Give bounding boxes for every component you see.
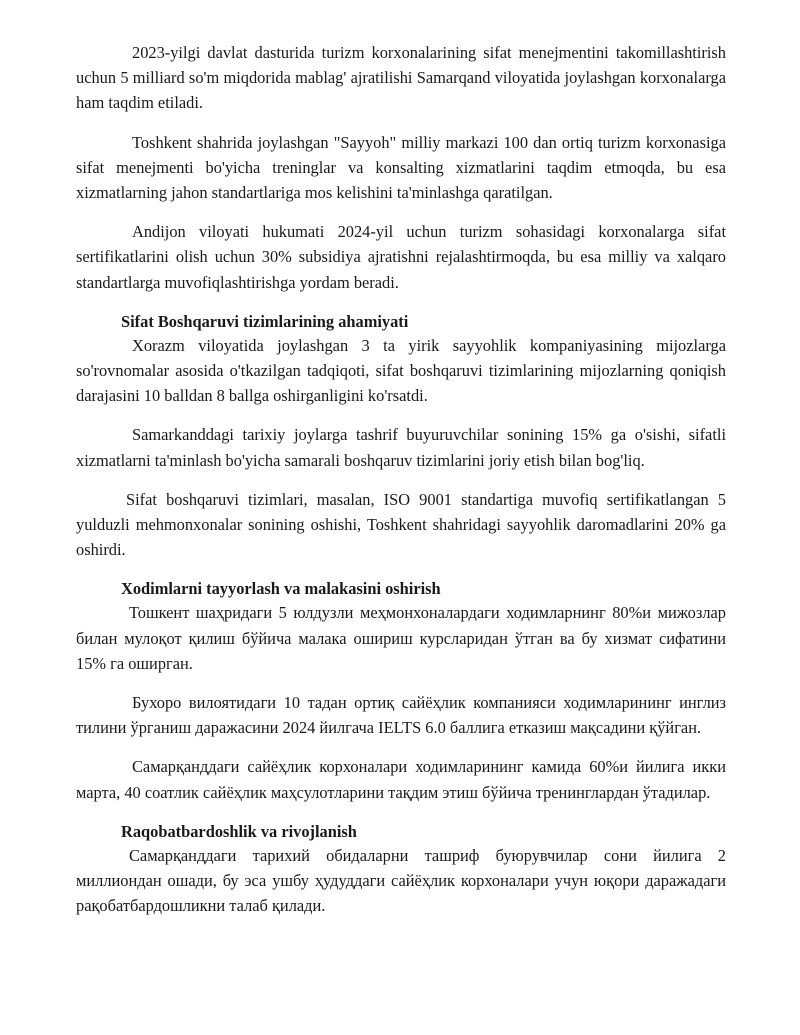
paragraph: Бухоро вилоятидаги 10 тадан ортиқ сайёҳлик компанияси ходимларининг инглиз тилини ўрганиш даражасини 2024 йилгача IELTS 6.0 баллига етказиш мақсадини қўйган. (76, 693, 726, 738)
paragraph: Andijon viloyati hukumati 2024-yil uchun turizm sohasidagi korxonalarga sifat sertifikatlarini olish uchun 30% subsidiya ajratishni rejalashtirmoqda, bu esa milliy va xalqaro standartlarga muvofiqlashtirishga yordam beradi. (76, 222, 726, 292)
paragraph: Самарқанддаги тарихий обидаларни ташриф буюрувчилар сони йилига 2 миллиондан ошади, бу эса ушбу ҳудуддаги сайёҳлик корхоналари учун юқори даражадаги рақобатбардошликни талаб қилади. (76, 845, 726, 916)
section-heading: Xodimlarni tayyorlash va malakasini oshirish (121, 579, 441, 599)
paragraph: Samarkanddagi tarixiy joylarga tashrif buyuruvchilar sonining 15% ga o'sishi, sifatli xizmatlarni ta'minlash bo'yicha samarali boshqaruv tizimlarini joriy etish bilan bog'liq. (76, 425, 726, 470)
paragraph: Тошкент шаҳридаги 5 юлдузли меҳмонхоналардаги ходимларнинг 80%и мижозлар билан мулоқот қилиш бўйича малака ошириш курсларидан ўтган ва бу хизмат сифатини 15% га оширган. (76, 603, 726, 673)
paragraph: Sifat boshqaruvi tizimlari, masalan, ISO 9001 standartiga muvofiq sertifikatlangan 5 yulduzli mehmonxonalar sonining oshishi, Toshkent shahridagi sayyohlik daromadlarini 20% ga oshirdi. (76, 489, 726, 560)
paragraph: Самарқанддаги сайёҳлик корхоналари ходимларининг камида 60%и йилига икки марта, 40 соатлик сайёҳлик маҳсулотларини тақдим этиш бўйича тренинглардан ўтадилар. (76, 757, 726, 802)
paragraph: Toshkent shahrida joylashgan "Sayyoh" milliy markazi 100 dan ortiq turizm korxonasiga sifat menejmenti bo'yicha treninglar va konsalting xizmatlarini taqdim etmoqda, bu esa xizmatlarning jahon standartlariga mos kelishini ta'minlashga qaratilgan. (76, 132, 726, 203)
paragraph: 2023-yilgi davlat dasturida turizm korxonalarining sifat menejmentini takomillashtirish uchun 5 milliard so'm miqdorida mablag' ajratilishi Samarqand viloyatida joylashgan korxonalarga ham taqdim etiladi. (76, 43, 726, 113)
document-page (76, 40, 726, 932)
section-heading: Raqobatbardoshlik va rivojlanish (121, 821, 357, 841)
paragraph: Xorazm viloyatida joylashgan 3 ta yirik sayyohlik kompaniyasining mijozlarga so'rovnomalar asosida o'tkazilgan tadqiqoti, sifat boshqaruvi tizimlarining mijozlarning qoniqish darajasini 10 balldan 8 ballga oshirganligini ko'rsatdi. (76, 335, 726, 406)
section-heading: Sifat Boshqaruvi tizimlarining ahamiyati (121, 311, 409, 331)
